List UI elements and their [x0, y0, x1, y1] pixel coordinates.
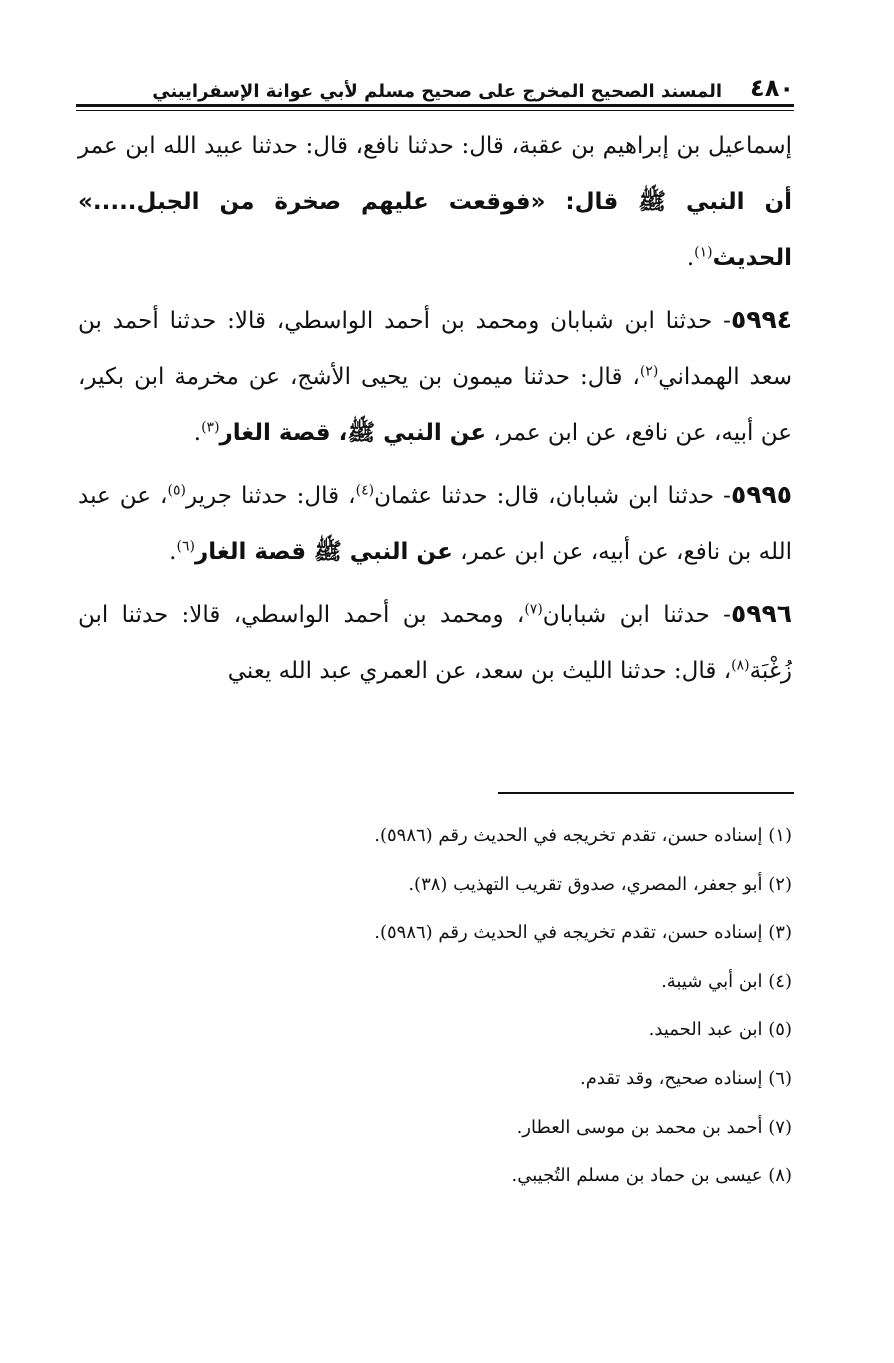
footnote-ref: (٥)	[167, 482, 186, 499]
footnote-4: (٤) ابن أبي شيبة.	[661, 970, 792, 992]
text: .	[686, 245, 695, 271]
text: إسماعيل بن إبراهيم بن عقبة، قال: حدثنا نافع، قال: حدثنا عبيد الله ابن عمر	[78, 133, 792, 159]
footnote-ref: (١)	[694, 244, 713, 261]
text: .	[193, 420, 202, 446]
text: ، قال: حدثنا جرير	[185, 483, 356, 509]
header-rule-thin	[76, 110, 794, 111]
footnote-ref: (٦)	[176, 538, 195, 555]
footnote-7: (٧) أحمد بن محمد بن موسى العطار.	[516, 1116, 792, 1138]
text: - حدثنا ابن شبابان ومحمد بن أحمد الواسطي، قالا: حدثنا أحمد بن سعد الهمداني	[78, 308, 792, 390]
hadith-number: ٥٩٩٦	[730, 599, 792, 628]
footnote-ref: (٤)	[355, 482, 375, 499]
footnote-5: (٥) ابن عبد الحميد.	[648, 1019, 792, 1041]
hadith-number: ٥٩٩٥	[730, 480, 792, 509]
footnote-ref: (٨)	[731, 657, 750, 674]
text: ، قال: حدثنا ميمون بن يحيى الأشج، عن مخرمة ابن بكير، عن أبيه، عن نافع، عن ابن عمر،	[78, 364, 792, 446]
footnote-ref: (٧)	[524, 601, 543, 618]
page-number: ٤٨٠	[750, 74, 794, 102]
footnote-8: (٨) عيسى بن حماد بن مسلم التُجيبي.	[511, 1165, 792, 1187]
footnote-6: (٦) إسناده صحيح، وقد تقدم.	[580, 1067, 792, 1089]
bold-text: أن النبي ﷺ قال: «فوقعت عليهم صخرة من الجبل.....» الحديث	[78, 189, 792, 271]
bold-text: عن النبي ﷺ قصة الغار	[194, 539, 453, 565]
text: .	[169, 539, 177, 565]
footnote-ref: (٢)	[639, 363, 659, 380]
text: ، قال: حدثنا الليث بن سعد، عن العمري عبد الله يعني	[227, 658, 732, 684]
footnote-3: (٣) إسناده حسن، تقدم تخريجه في الحديث رقم (٥٩٨٦).	[374, 922, 792, 944]
text: ، ومحمد بن أحمد الواسطي، قالا: حدثنا ابن زُغْبَة	[78, 602, 792, 684]
header-rule-thick	[76, 104, 794, 107]
bold-text: عن النبي ﷺ، قصة الغار	[219, 420, 487, 446]
paragraph-1	[78, 118, 792, 286]
footnote-2: (٢) أبو جعفر، المصري، صدوق تقريب التهذيب (٣٨).	[408, 873, 792, 895]
text: - حدثنا ابن شبابان، قال: حدثنا عثمان	[374, 483, 731, 509]
text: ، عن عبد الله بن نافع، عن أبيه، عن ابن عمر،	[78, 483, 792, 565]
hadith-5996	[78, 586, 792, 699]
page-header	[78, 66, 794, 102]
footnote-ref: (٣)	[201, 419, 220, 436]
hadith-number: ٥٩٩٤	[730, 305, 792, 334]
running-title: المسند الصحيح المخرج على صحيح مسلم لأبي عوانة الإسفراييني	[152, 81, 723, 102]
hadith-5994	[78, 292, 792, 461]
text: - حدثنا ابن شبابان	[542, 602, 731, 628]
footnote-separator	[498, 792, 794, 794]
footnote-1: (١) إسناده حسن، تقدم تخريجه في الحديث رقم (٥٩٨٦).	[374, 825, 792, 846]
hadith-5995	[78, 467, 792, 580]
main-text	[78, 118, 792, 705]
footnotes	[78, 812, 792, 1201]
